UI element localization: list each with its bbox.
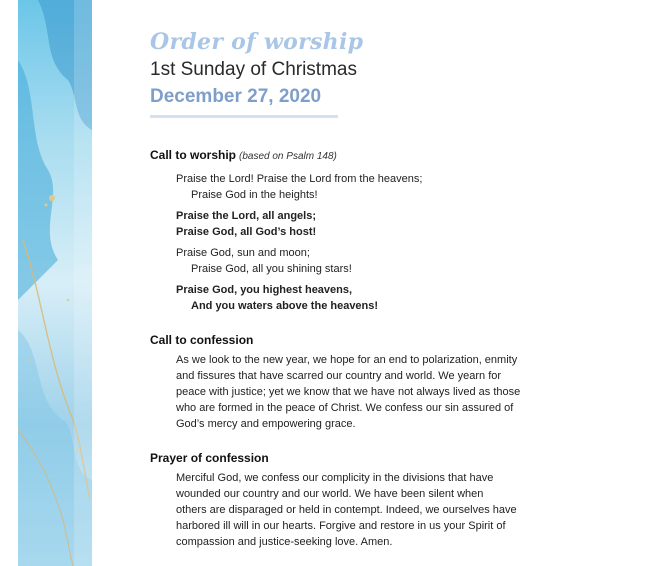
paragraph-line: harbored ill will in our hearts. Forgive and restore in us your Spirit of [176,520,506,532]
responsive-stanza [176,208,550,240]
prayer-of-confession-section [150,450,550,550]
script-title: Order of worship [150,29,364,55]
section-heading [150,147,550,165]
section-paragraph [176,352,546,432]
paragraph-line: wounded our country and our world. We have been silent when [176,488,484,500]
stanza-line: Praise the Lord, all angels; [176,210,316,222]
section-paragraph [176,470,546,550]
header-divider [150,115,338,118]
stanza-line: Praise God, you highest heavens, [176,284,353,296]
stanza-line: Praise God, all you shining stars! [191,263,352,275]
paragraph-line: who are formed in the peace of Christ. We confess our sin assured of [176,402,514,414]
paragraph-line: and fissures that have scarred our country and world. We yearn for [176,370,502,382]
paragraph-line: others are disparaged or held in contempt. Indeed, we ourselves have [176,504,517,516]
section-heading-note: (based on Psalm 148) [239,151,337,162]
stanza-line: Praise God, sun and moon; [176,247,310,259]
paragraph-line: compassion and justice-seeking love. Amen. [176,536,393,548]
stanza-line: Praise the Lord! Praise the Lord from the heavens; [176,173,423,185]
responsive-stanza [176,245,550,277]
paragraph-line: God’s mercy and empowering grace. [176,418,356,430]
paragraph-line: As we look to the new year, we hope for an end to polarization, enmity [176,354,518,366]
stanza-line: Praise God, all God’s host! [176,226,317,238]
section-heading: Prayer of confession [150,451,269,465]
paragraph-line: Merciful God, we confess our complicity in the divisions that have [176,472,494,484]
stanza-line: And you waters above the heavens! [191,300,379,312]
section-heading-text: Call to worship [150,148,237,162]
call-to-confession-section [150,332,550,432]
paragraph-line: peace with justice; yet we know that we have not always lived as those [176,386,521,398]
call-to-worship-section [150,147,550,314]
stanza-line: Praise God in the heights! [191,189,318,201]
service-subtitle: 1st Sunday of Christmas [150,59,357,80]
section-heading: Call to confession [150,333,254,347]
order-of-worship [150,28,550,550]
responsive-stanza [176,171,550,203]
service-date: December 27, 2020 [150,86,322,107]
responsive-stanza [176,282,550,314]
watercolor-sidebar-art [18,0,92,566]
